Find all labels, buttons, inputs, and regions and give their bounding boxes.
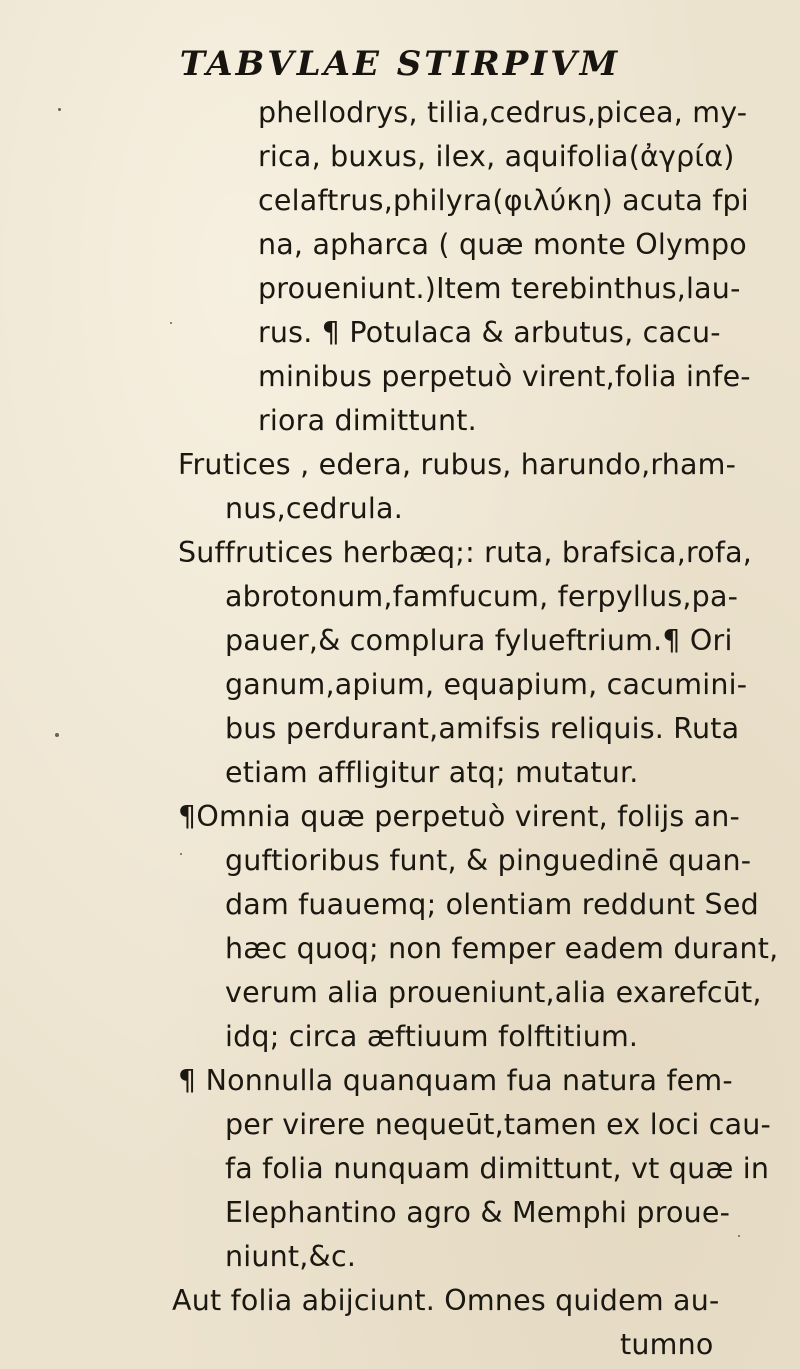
text-line: rica, buxus, ilex, aquifolia(ἀγρία) — [258, 140, 735, 173]
paper-speck — [170, 322, 172, 324]
text-line: Elephantino agro & Memphi proue- — [225, 1196, 731, 1229]
text-line: nus,cedrula. — [225, 492, 403, 525]
text-line: rus. ¶ Potulaca & arbutus, cacu- — [258, 316, 721, 349]
paper-speck — [55, 733, 59, 737]
text-line: ganum,apium, equapium, cacumini- — [225, 668, 748, 701]
text-line: etiam affligitur atq; mutatur. — [225, 756, 639, 789]
text-line: ¶Omnia quæ perpetuò virent, folijs an- — [178, 800, 741, 833]
paper-speck — [58, 108, 61, 111]
text-line: verum alia proueniunt,alia exarefcūt, — [225, 976, 762, 1009]
text-line: ¶ Nonnulla quanquam fua natura fem- — [178, 1064, 733, 1097]
text-line: pauer,& complura fylueftrium.¶ Ori — [225, 624, 733, 657]
text-line: Frutices , edera, rubus, harundo,rham- — [178, 448, 737, 481]
text-line: per virere nequeūt,tamen ex loci cau- — [225, 1108, 771, 1141]
text-line: bus perdurant,amifsis reliquis. Ruta — [225, 712, 740, 745]
text-line: dam fuauemq; olentiam reddunt Sed — [225, 888, 759, 921]
text-line: fa folia nunquam dimittunt, vt quæ in — [225, 1152, 770, 1185]
catchword: tumno — [620, 1328, 714, 1361]
text-line: celaftrus,philyra(φιλύκη) acuta fpi — [258, 184, 749, 217]
text-line: niunt,&c. — [225, 1240, 357, 1273]
text-line: abrotonum,famfucum, ferpyllus,pa- — [225, 580, 739, 613]
text-line: proueniunt.)Item terebinthus,lau- — [258, 272, 741, 305]
text-line: hæc quoq; non femper eadem durant, — [225, 932, 779, 965]
paper-speck — [180, 853, 182, 855]
text-line: na, apharca ( quæ monte Olympo — [258, 228, 747, 261]
text-line: minibus perpetuò virent,folia infe- — [258, 360, 751, 393]
text-line: riora dimittunt. — [258, 404, 477, 437]
text-line: Suffrutices herbæq;: ruta, brafsica,rofa, — [178, 536, 753, 569]
text-line: guftioribus funt, & pinguedinē quan- — [225, 844, 752, 877]
paper-speck — [738, 1235, 740, 1237]
running-head: TABVLAE STIRPIVM — [179, 44, 621, 84]
text-line: Aut folia abijciunt. Omnes quidem au- — [172, 1284, 720, 1317]
text-line: idq; circa æftiuum folftitium. — [225, 1020, 639, 1053]
text-line: phellodrys, tilia,cedrus,picea, my- — [258, 96, 748, 129]
